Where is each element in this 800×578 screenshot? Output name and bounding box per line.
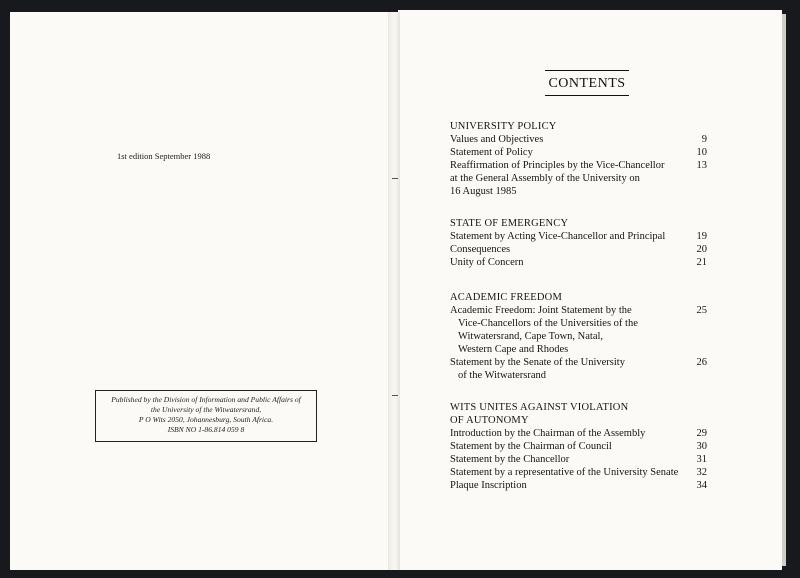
section-title-university-policy: UNIVERSITY POLICY xyxy=(450,121,557,132)
publisher-imprint-box xyxy=(95,390,317,442)
toc-page-number: 26 xyxy=(696,357,707,368)
toc-page-number: 31 xyxy=(696,454,707,465)
toc-entry-text: Unity of Concern xyxy=(450,257,524,268)
toc-entry-text: at the General Assembly of the University on xyxy=(450,173,640,184)
toc-entry xyxy=(450,304,707,356)
section-title-line: OF AUTONOMY xyxy=(450,415,529,426)
toc-entry-text: Consequences xyxy=(450,244,511,255)
toc-page-number: 34 xyxy=(696,480,707,491)
toc-page-number: 20 xyxy=(696,244,707,255)
toc-entry xyxy=(450,479,707,492)
contents-heading: CONTENTS xyxy=(545,70,629,96)
left-page xyxy=(10,12,390,570)
toc-entry xyxy=(450,256,707,269)
publisher-line: P O Wits 2050, Johannesburg, South Africa. xyxy=(138,415,274,424)
toc-entry-text: Statement by the Senate of the University xyxy=(450,357,625,368)
edition-note: 1st edition September 1988 xyxy=(117,151,211,161)
section-title-wits-unites xyxy=(450,401,707,427)
toc-entry xyxy=(450,159,707,198)
page-edge xyxy=(782,14,786,566)
toc-page-number: 9 xyxy=(701,134,707,145)
toc-page-number: 19 xyxy=(696,231,707,242)
section-title-line: WITS UNITES AGAINST VIOLATION xyxy=(450,402,629,413)
book-gutter xyxy=(388,12,400,570)
toc-page-number: 21 xyxy=(696,257,707,268)
toc-entry-text: Introduction by the Chairman of the Assembly xyxy=(450,428,646,439)
toc-entry-text: Vice-Chancellors of the Universities of the xyxy=(458,318,638,329)
gutter-mark xyxy=(392,395,398,396)
publisher-line: the University of the Witwatersrand, xyxy=(150,405,262,414)
toc-entry xyxy=(450,133,707,146)
section-title-academic-freedom: ACADEMIC FREEDOM xyxy=(450,292,562,303)
publisher-line: Published by the Division of Information and Public Affairs of xyxy=(111,395,301,404)
toc-page-number: 13 xyxy=(696,160,707,171)
section-title-state-of-emergency: STATE OF EMERGENCY xyxy=(450,218,569,229)
gutter-mark xyxy=(392,178,398,179)
toc-entry xyxy=(450,243,707,256)
toc-entry-text: Statement by a representative of the University Senate xyxy=(450,467,679,478)
toc-entry xyxy=(450,356,707,382)
toc-entry-text: 16 August 1985 xyxy=(450,186,517,197)
toc-entry-text: Statement of Policy xyxy=(450,147,533,158)
toc-page-number: 25 xyxy=(696,305,707,316)
toc-entry xyxy=(450,427,707,440)
toc-entry-text: Statement by Acting Vice-Chancellor and Principal xyxy=(450,231,666,242)
toc-entry-text: of the Witwatersrand xyxy=(458,370,547,381)
toc-entry-text: Statement by the Chancellor xyxy=(450,454,570,465)
toc-entry-text: Reaffirmation of Principles by the Vice-Chancellor xyxy=(450,160,665,171)
toc-entry-text: Statement by the Chairman of Council xyxy=(450,441,612,452)
toc-page-number: 10 xyxy=(696,147,707,158)
toc-entry-text: Academic Freedom: Joint Statement by the xyxy=(450,305,632,316)
toc-page-number: 30 xyxy=(696,441,707,452)
toc-entry-text: Western Cape and Rhodes xyxy=(458,344,569,355)
toc-entry xyxy=(450,230,707,243)
toc-page-number: 32 xyxy=(696,467,707,478)
toc-entry-text: Witwatersrand, Cape Town, Natal, xyxy=(458,331,604,342)
toc-entry xyxy=(450,466,707,479)
toc-entry xyxy=(450,453,707,466)
isbn-line: ISBN NO 1-86.814 059 8 xyxy=(167,425,245,434)
toc-page-number: 29 xyxy=(696,428,707,439)
toc-entry xyxy=(450,146,707,159)
toc-entry xyxy=(450,440,707,453)
toc-entry-text: Plaque Inscription xyxy=(450,480,527,491)
toc-entry-text: Values and Objectives xyxy=(450,134,544,145)
